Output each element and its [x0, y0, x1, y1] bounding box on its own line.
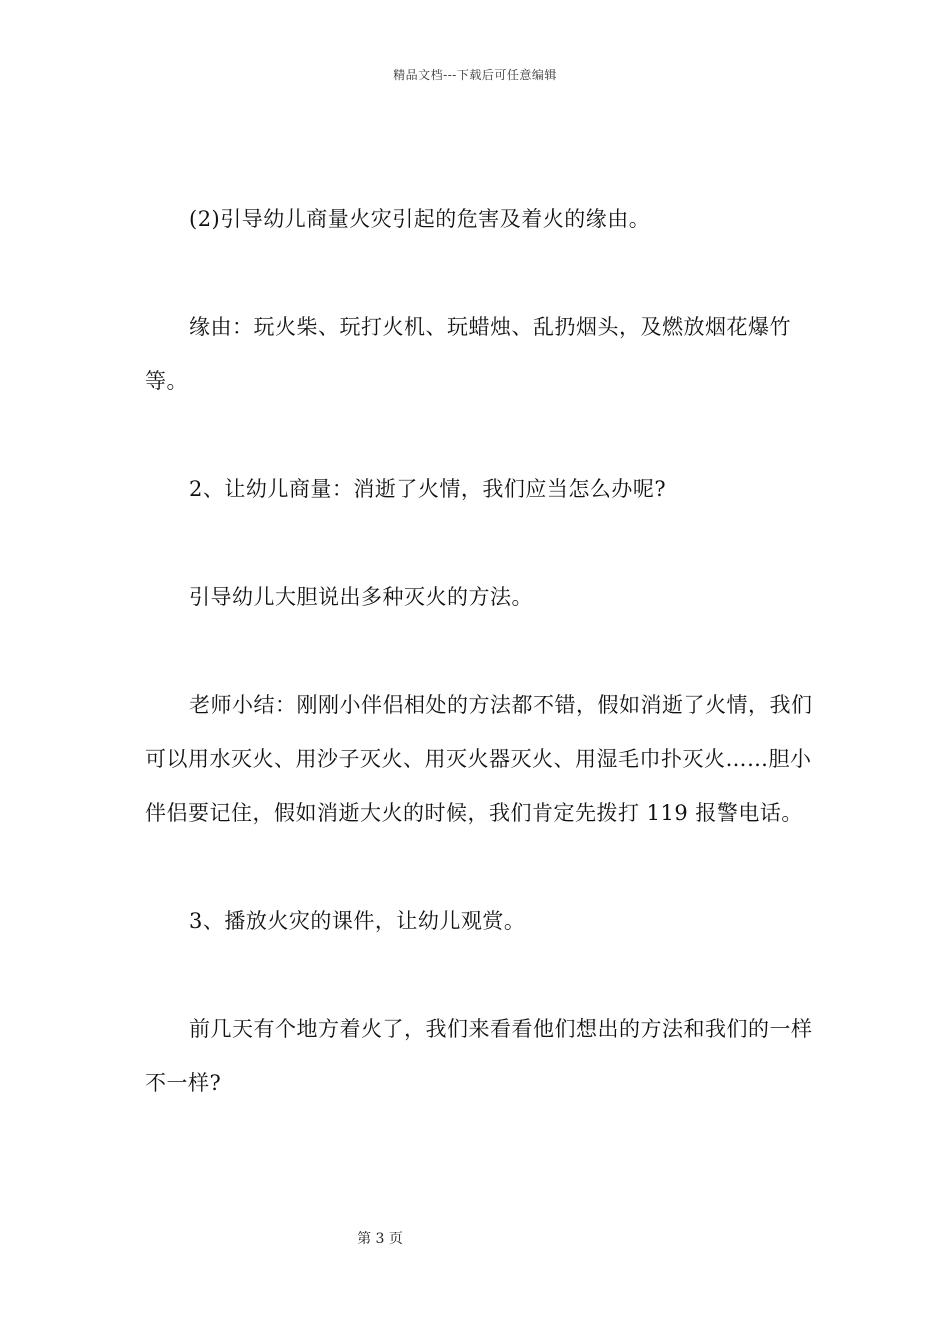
document-body: [145, 192, 813, 1110]
paragraph: 缘由：玩火柴、玩打火机、玩蜡烛、乱扔烟头，及燃放烟花爆竹等。: [145, 315, 791, 393]
paragraph: 前几天有个地方着火了，我们来看看他们想出的方法和我们的一样不一样?: [145, 1017, 813, 1095]
page-header: 精品文档---下载后可任意编辑: [393, 68, 557, 82]
paragraph: 3、播放火灾的课件，让幼儿观赏。: [189, 909, 526, 933]
page-number: 第 3 页: [357, 1231, 403, 1247]
paragraph: 引导幼儿大胆说出多种灭火的方法。: [189, 585, 533, 609]
paragraph: (2)引导幼儿商量火灾引起的危害及着火的缘由。: [189, 207, 651, 231]
paragraph: 2、让幼儿商量：消逝了火情，我们应当怎么办呢?: [189, 477, 667, 501]
paragraph: 老师小结：刚刚小伴侣相处的方法都不错，假如消逝了火情，我们可以用水灭火、用沙子灭火、用灭火器灭火、用湿毛巾扑灭火……胆小伴侣要记住，假如消逝大火的时候，我们肯定先拨打 119 报警电话。: [145, 693, 813, 825]
